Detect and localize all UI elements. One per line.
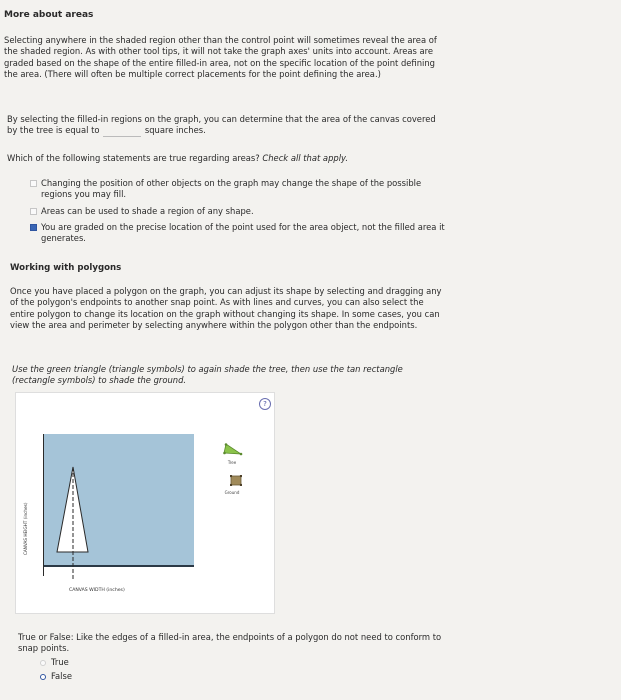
radio-option-true[interactable] [40,657,69,668]
section-title-polygons: Working with polygons [10,263,122,273]
checkbox-label: Changing the position of other objects on the graph may change the shape of the possible regions you may fill. [41,178,422,200]
tree-triangle-outline [55,463,91,580]
y-axis-line [43,434,44,576]
radio-button[interactable] [40,660,46,666]
tan-rectangle-icon[interactable] [230,475,242,486]
checkbox-option-1[interactable] [30,178,450,201]
true-false-prompt: True or False: Like the edges of a filled-in area, the endpoints of a polygon do not need to conform to snap points. [18,632,442,654]
radio-button-selected[interactable] [40,674,46,680]
radio-option-false[interactable] [40,671,72,682]
checkbox-label: You are graded on the precise location of the point used for the area object, not the filled area it generates. [41,222,445,244]
checkbox-option-2[interactable] [30,206,450,217]
radio-label: True [51,657,69,667]
checkbox-option-3[interactable] [30,222,450,245]
question-prompt-text: Which of the following statements are true regarding areas? [7,153,260,163]
areas-paragraph: Selecting anywhere in the shaded region other than the control point will sometimes reveal the area of the shaded region. As with other tool tips, it will not take the graph axes' units into account. Areas are graded based on the shape of the entire filled-in area, not on the specific location of the point defining the area. (There will often be multiple correct placements for the point defining the area.) [4,35,437,80]
checkbox[interactable] [30,180,37,187]
y-axis-label: CANVAS HEIGHT (inches) [23,502,28,555]
ground-tool-label: Ground [224,490,240,495]
checkbox-label: Areas can be used to shade a region of any shape. [41,206,254,216]
graph-instruction: Use the green triangle (triangle symbols) to again shade the tree, then use the tan rectangle (rectangle symbols) to shade the ground. [12,364,403,386]
question-prompt [7,153,348,164]
checkbox-checked[interactable] [30,224,37,231]
radio-label: False [51,671,73,681]
help-icon[interactable]: ? [259,398,271,410]
area-question [7,114,447,137]
polygons-paragraph: Once you have placed a polygon on the graph, you can adjust its shape by selecting and dragging any of the polygon's endpoints to another snap point. As with lines and curves, you can also select the entire polygon to change its location on the graph without changing its shape. In some cases, you can view the area and perimeter by selecting anywhere within the polygon other than the endpoints. [10,286,442,331]
area-question-text: By selecting the filled-in regions on the graph, you can determine that the area of the canvas covered by the tree is equal to [7,114,436,136]
x-axis-label: CANVAS WIDTH (inches) [69,588,125,593]
section-title-areas: More about areas [4,10,94,20]
area-answer-input[interactable] [103,128,141,137]
checkbox[interactable] [30,208,37,215]
question-instruction: Check all that apply. [262,153,348,163]
area-question-unit: square inches. [144,125,206,136]
tree-tool-label: Tree [227,460,237,465]
green-triangle-icon[interactable] [223,443,243,457]
